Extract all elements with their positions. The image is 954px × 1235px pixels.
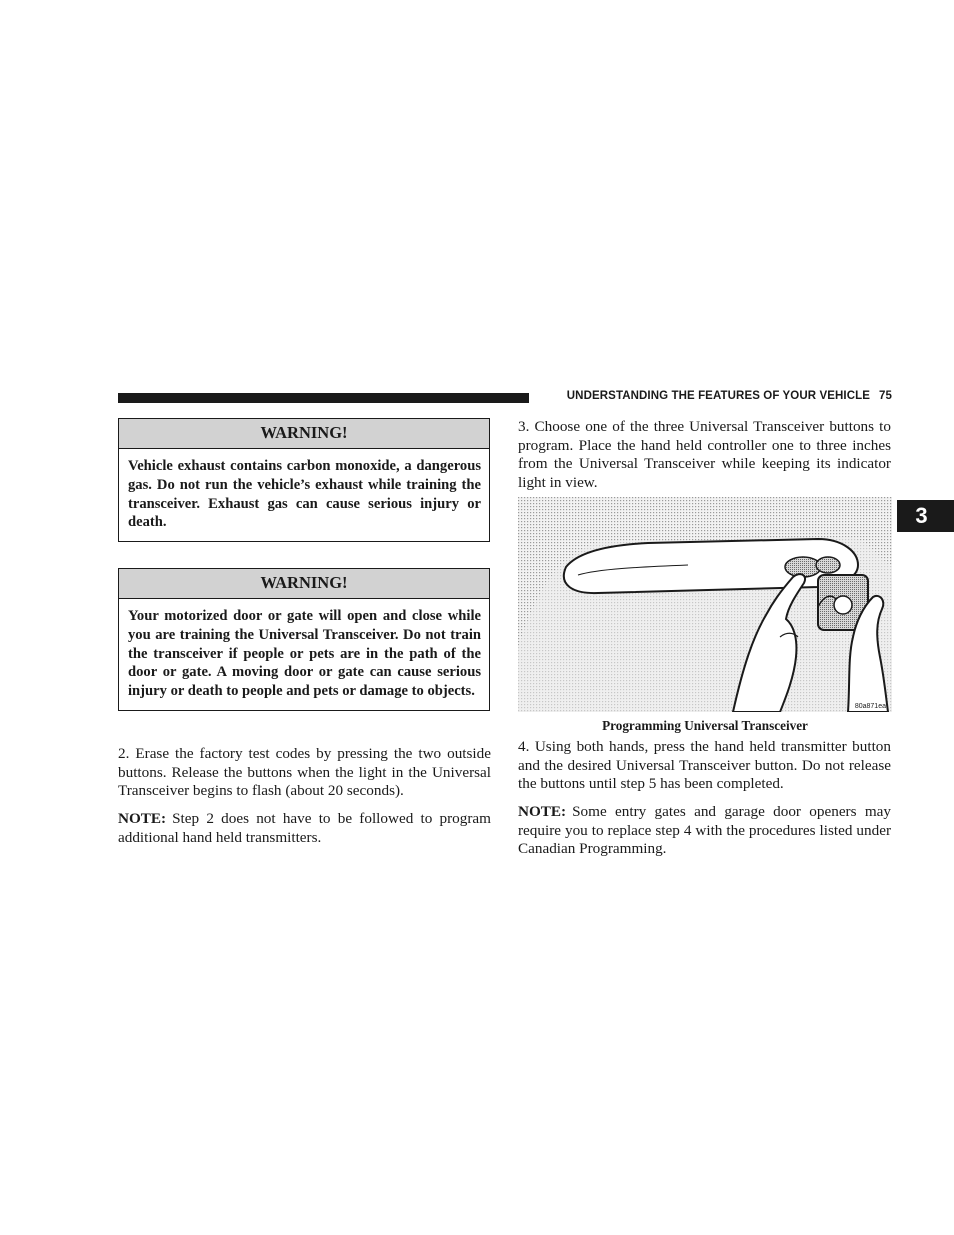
step-4-text: 4. Using both hands, press the hand held transmitter button and the desired Universal Transceiver button. Do not release the buttons until step 5 has been completed. [518,738,891,793]
note-label: NOTE: [518,803,567,820]
step-3-text: 3. Choose one of the three Universal Transceiver buttons to program. Place the hand held controller one to three inches from the Universal Transceiver while keeping its indicator light in view. [518,418,891,491]
note-1 [118,810,491,847]
note-2 [518,803,891,859]
figure-code: 80a871ea [854,703,886,710]
note-text: Step 2 does not have to be followed to program additional hand held transmitters. [118,810,491,846]
note-text: Some entry gates and garage door openers may require you to replace step 4 with the procedures listed under Canadian Programming. [518,803,891,858]
illustration-programming-transceiver [518,497,892,712]
figure-caption: Programming Universal Transceiver [602,718,808,733]
warning-text: Your motorized door or gate will open and close while you are training the Universal Transceiver. Do not train the transceiver if people or pets are in the path of the door or gate. A moving door or gate can cause serious injury or death to people and pets or damage to objects. [128,608,481,700]
page-number: 75 [879,390,892,402]
header-rule [118,393,529,403]
warning-text: Vehicle exhaust contains carbon monoxide, a dangerous gas. Do not run the vehicle’s exhaust while training the transceiver. Exhaust gas can cause serious injury or death. [128,458,481,531]
warning-box-exhaust [118,418,490,542]
note-label: NOTE: [118,810,167,827]
warning-title: WARNING! [119,419,489,449]
step-2-text: 2. Erase the factory test codes by pressing the two outside buttons. Release the buttons when the light in the Universal Transceiver begins to flash (about 20 seconds). [118,745,491,800]
chapter-tab: 3 [897,500,954,532]
warning-box-door [118,568,490,711]
running-header [538,390,892,402]
warning-title: WARNING! [119,569,489,599]
section-title: UNDERSTANDING THE FEATURES OF YOUR VEHICLE [566,390,870,402]
